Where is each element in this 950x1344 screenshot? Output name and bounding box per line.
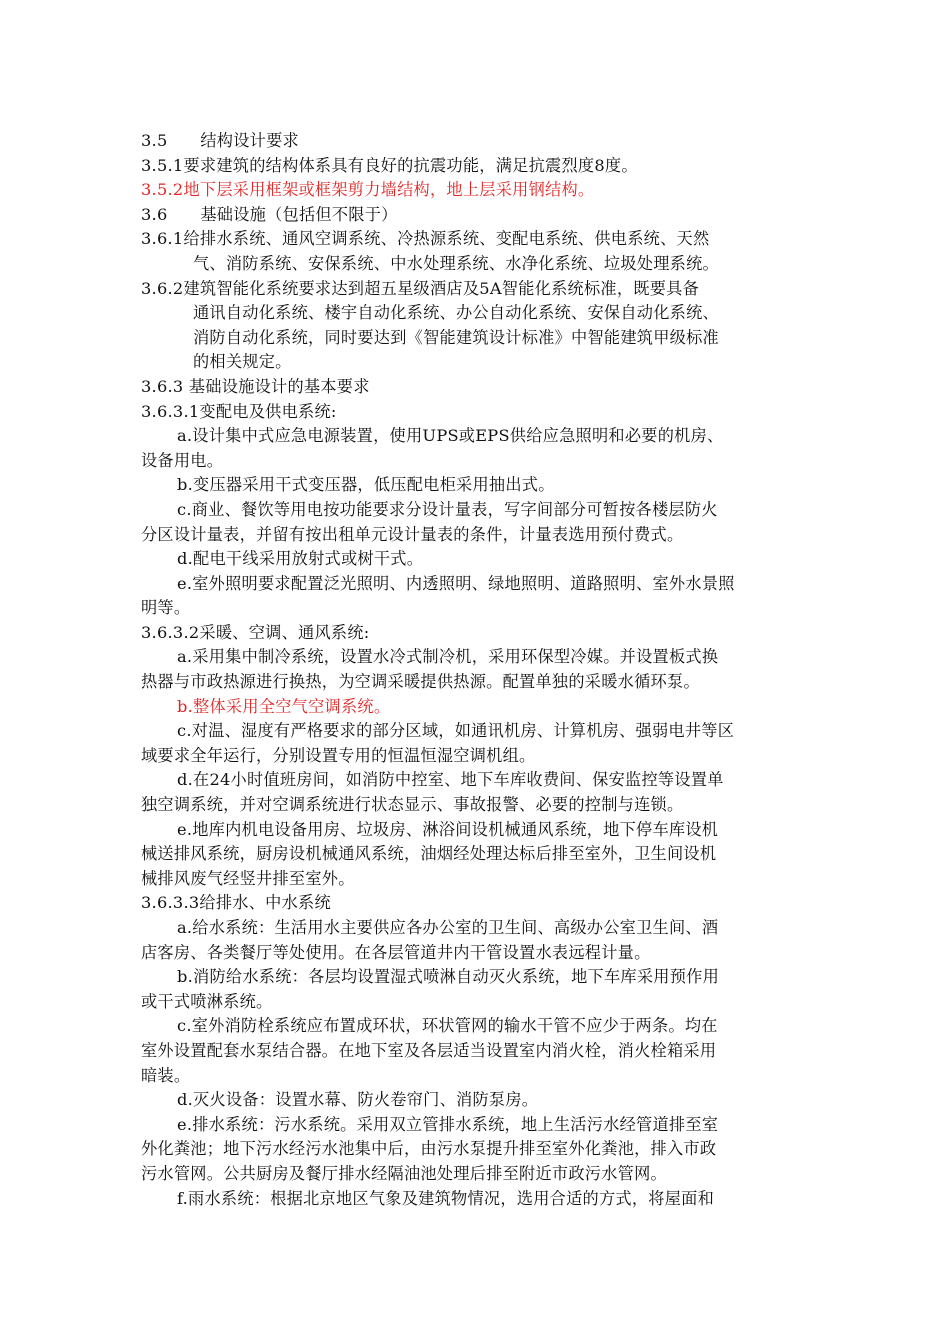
text-line: 消防自动化系统，同时要达到《智能建筑设计标准》中智能建筑甲级标准 — [193, 327, 719, 347]
text-line: 3.6.3.3给排水、中水系统 — [141, 893, 331, 913]
text-line: 店客房、各类餐厅等处使用。在各层管道井内干管设置水表远程计量。 — [141, 942, 651, 962]
text-line: 独空调系统，并对空调系统进行状态显示、事故报警、必要的控制与连锁。 — [141, 795, 684, 815]
text-line: c.对温、湿度有严格要求的部分区域，如通讯机房、计算机房、强弱电井等区 — [177, 721, 735, 741]
highlighted-text-line: 3.5.2地下层采用框架或框架剪力墙结构，地上层采用钢结构。 — [141, 180, 595, 200]
text-line: b.变压器采用干式变压器，低压配电柜采用抽出式。 — [177, 475, 555, 495]
text-line: 3.5.1要求建筑的结构体系具有良好的抗震功能，满足抗震烈度8度。 — [141, 155, 638, 175]
text-line: a.采用集中制冷系统，设置水冷式制冷机，采用环保型冷媒。并设置板式换 — [177, 647, 719, 667]
text-line: a.设计集中式应急电源装置，使用UPS或EPS供给应急照明和必要的机房、 — [177, 426, 724, 446]
document-body — [0, 129, 950, 1211]
text-line: 3.6.3 基础设施设计的基本要求 — [141, 376, 370, 396]
text-line: d.灭火设备：设置水幕、防火卷帘门、消防泵房。 — [177, 1090, 539, 1110]
text-line: 外化粪池；地下污水经污水池集中后，由污水泵提升排至室外化粪池，排入市政 — [141, 1139, 717, 1159]
text-line: 分区设计量表，并留有按出租单元设计量表的条件，计量表选用预付费式。 — [141, 524, 684, 544]
text-line: e.地库内机电设备用房、垃圾房、淋浴间设机械通风系统，地下停车库设机 — [177, 819, 719, 839]
text-line: 污水管网。公共厨房及餐厅排水经隔油池处理后排至附近市政污水管网。 — [141, 1163, 667, 1183]
text-line: 3.6.1给排水系统、通风空调系统、冷热源系统、变配电系统、供电系统、天然 — [141, 229, 710, 249]
text-line: 热器与市政热源进行换热，为空调采暖提供热源。配置单独的采暖水循环泵。 — [141, 672, 700, 692]
text-line: 3.6 基础设施（包括但不限于） — [141, 204, 398, 224]
text-line: 通讯自动化系统、楼宇自动化系统、办公自动化系统、安保自动化系统、 — [193, 303, 719, 323]
text-line: 域要求全年运行，分别设置专用的恒温恒湿空调机组。 — [141, 745, 536, 765]
text-line: 3.6.3.2采暖、空调、通风系统: — [141, 622, 370, 642]
text-line: 3.5 结构设计要求 — [141, 131, 299, 150]
highlighted-text-line: b.整体采用全空气空调系统。 — [177, 696, 391, 716]
text-line: 明等。 — [141, 598, 191, 618]
text-line: e.室外照明要求配置泛光照明、内透照明、绿地照明、道路照明、室外水景照 — [177, 573, 735, 593]
text-line: 的相关规定。 — [193, 352, 292, 372]
text-line: e.排水系统：污水系统。采用双立管排水系统，地上生活污水经管道排至室 — [177, 1114, 719, 1134]
text-line: b.消防给水系统：各层均设置湿式喷淋自动灭火系统，地下车库采用预作用 — [177, 967, 720, 987]
text-line: 械排风废气经竖井排至室外。 — [141, 868, 355, 888]
text-line: c.商业、餐饮等用电按功能要求分设计量表，写字间部分可暂按各楼层防火 — [177, 499, 718, 519]
text-line: 室外设置配套水泵结合器。在地下室及各层适当设置室内消火栓，消火栓箱采用 — [141, 1040, 717, 1060]
text-line: 或干式喷淋系统。 — [141, 991, 273, 1011]
text-line: 3.6.2建筑智能化系统要求达到超五星级酒店及5A智能化系统标准，既要具备 — [141, 278, 700, 298]
text-line: 械送排风系统，厨房设机械通风系统，油烟经处理达标后排至室外，卫生间设机 — [141, 844, 717, 864]
text-line: 设备用电。 — [141, 450, 224, 470]
text-line: d.在24小时值班房间，如消防中控室、地下车库收费间、保安监控等设置单 — [177, 770, 724, 790]
text-line: f.雨水系统：根据北京地区气象及建筑物情况，选用合适的方式，将屋面和 — [177, 1188, 715, 1208]
text-line: c.室外消防栓系统应布置成环状，环状管网的输水干管不应少于两条。均在 — [177, 1016, 718, 1036]
text-line: a.给水系统：生活用水主要供应各办公室的卫生间、高级办公室卫生间、酒 — [177, 918, 719, 937]
text-line: 气、消防系统、安保系统、中水处理系统、水净化系统、垃圾处理系统。 — [193, 253, 719, 273]
text-line: 暗装。 — [141, 1065, 191, 1085]
text-line: 3.6.3.1变配电及供电系统: — [141, 401, 337, 421]
text-line: d.配电干线采用放射式或树干式。 — [177, 549, 424, 569]
